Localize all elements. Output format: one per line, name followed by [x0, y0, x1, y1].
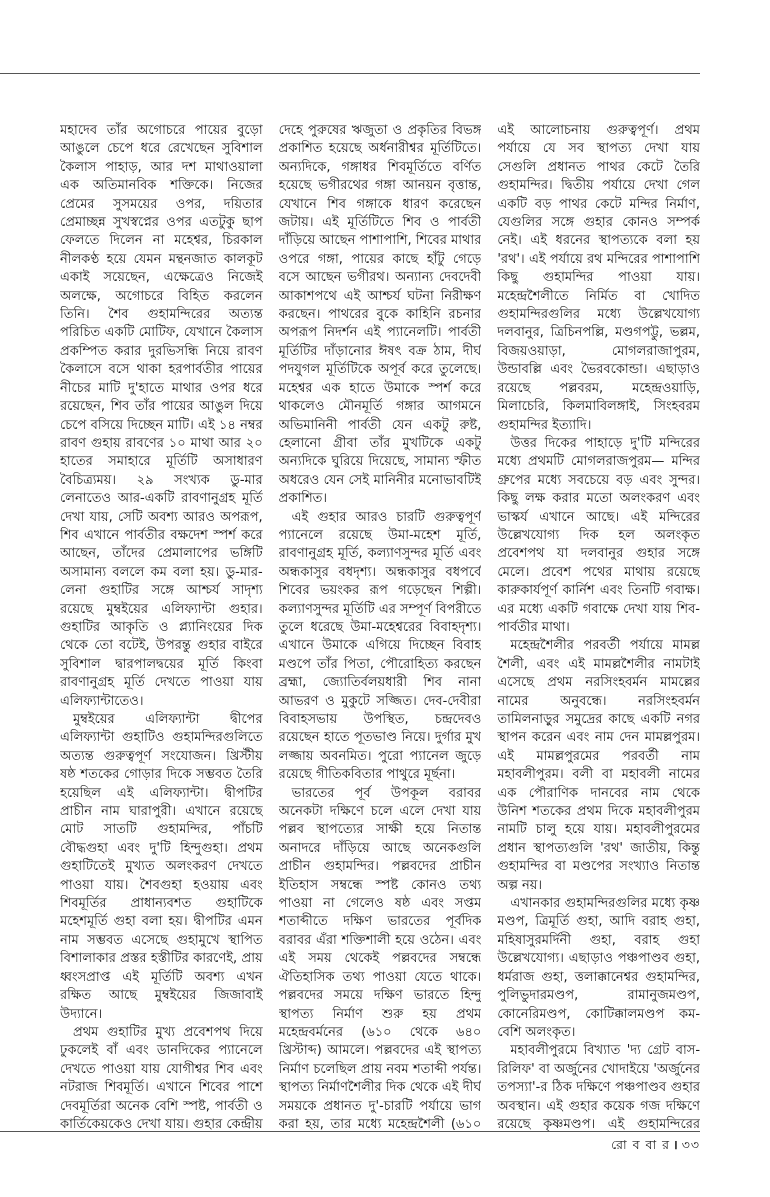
- footer-rule: [0, 1131, 700, 1132]
- folio-separator: ।: [672, 1137, 679, 1152]
- column-1: [60, 122, 263, 1132]
- page-folio: [611, 1136, 700, 1157]
- page-number: ৩৩: [681, 1137, 700, 1152]
- article-body: [60, 122, 700, 1132]
- column-2: [279, 122, 482, 1132]
- paragraph: দেহে পুরুষের ঋজুতা ও প্রকৃতির বিভঙ্গ প্রকাশিত হয়েছে অর্ধনারীশ্বর মূর্তিটিতে। অন্যদিকে, গঙ্গাধর শিবমূর্তিতে বর্ণিত হয়েছে ভগীরথের গঙ্গা আনয়ন বৃত্তান্ত, যেখানে শিব গঙ্গাকে ধারণ করেছেন জটায়। এই মূর্তিটিতে শিব ও পার্বতী দাঁড়িয়ে আছেন পাশাপাশি, শিবের মাথার ওপরে গঙ্গা, পায়ের কাছে হাঁটু গেড়ে বসে আছেন ভগীরথ। অন্যান্য দেবদেবী আকাশপথে এই আশ্চর্য ঘটনা নিরীক্ষণ করছেন। পাথরের বুকে কাহিনি রচনার অপরূপ নিদর্শন এই প্যানেলটি। পার্বতী মূর্তিটির দাঁড়ানোর ঈষৎ বক্র ঠাম, দীর্ঘ পদযুগল মূর্তিটিকে অপূর্ব করে তুলেছে। মহেশ্বর এক হাতে উমাকে স্পর্শ করে থাকলেও মৌনমূর্তি গঙ্গার আগমনে অভিমানিনী পার্বতী যেন একটু রুষ্ট, হেলানো গ্রীবা তাঁর মুখটিকে একটু অন্যদিকে ঘুরিয়ে দিয়েছে, সামান্য স্ফীত অধরেও যেন সেই মানিনীর মনোভাবটিই প্রকাশিত।: [278, 123, 482, 507]
- paragraph: এখানকার গুহামন্দিরগুলির মধ্যে কৃষ্ণ মণ্ডপ, ত্রিমূর্তি গুহা, আদি বরাহ গুহা, মহিষাসুরমর্দিনী গুহা, বরাহ গুহা উল্লেখযোগ্য। এছাড়াও পঞ্চপাণ্ডব গুহা, ধর্মরাজ গুহা, ত্তলাক্কানেশ্বর গুহামন্দির, পুলিভুদারমণ্ডপ, রামানুজমণ্ডপ, কোনেরিমণ্ডপ, কোটিক্কালমণ্ডপ কম-বেশি অলংকৃত।: [497, 896, 701, 1040]
- header-rule: [0, 73, 700, 74]
- paragraph: এই গুহার আরও চারটি গুরুত্বপূর্ণ প্যানেলে রয়েছে উমা-মহেশ মূর্তি, রাবণানুগ্রহ মূর্তি, কল্যাণসুন্দর মূর্তি এবং অন্ধকাসুর বধদৃশ্য। অন্ধকাসুর বধপর্বে শিবের ভয়ংকর রূপ গড়েছেন শিল্পী। কল্যাণসুন্দর মূর্তিটি এর সম্পূর্ণ বিপরীতে তুলে ধরেছে উমা-মহেশ্বরের বিবাহদৃশ্য। এখানে উমাকে এগিয়ে দিচ্ছেন বিবাহ মণ্ডপে তাঁর পিতা, পৌরোহিত্য করছেন ব্রহ্মা, জ্যোতির্বলয়ধারী শিব নানা আভরণ ও মুকুটে সজ্জিত। দেব-দেবীরা বিবাহসভায় উপস্থিত, চন্দ্রদেবও রয়েছেন হাতে পূতভাণ্ড নিয়ে। দুর্গার মুখ লজ্জায় অবনমিত। পুরো প্যানেল জুড়ে রয়েছে গীতিকবিতার পাথুরে মূর্ছনা।: [278, 509, 482, 783]
- paragraph: এই আলোচনায় গুরুত্বপূর্ণ। প্রথম পর্যায়ে যে সব স্থাপত্য দেখা যায় সেগুলি প্রধানত পাথর কেটে তৈরি গুহামন্দির। দ্বিতীয় পর্যায়ে দেখা গেল একটি বড় পাথর কেটে মন্দির নির্মাণ, যেগুলির সঙ্গে গুহার কোনও সম্পর্ক নেই। এই ধরনের স্থাপত্যকে বলা হয় 'রথ'। এই পর্যায়ে রথ মন্দিরের পাশাপাশি কিছু গুহামন্দির পাওয়া যায়। মহেন্দ্রশৈলীতে নির্মিত বা খোদিত গুহামন্দিরগুলির মধ্যে উল্লেখযোগ্য দলবানুর, ত্রিচিনপল্লি, মণ্ডগপট্টু, ভল্লম, বিজয়ওয়াড়া, মোগলরাজাপুরম, উন্ডাবল্লি এবং ভৈরবকোন্ডা। এছাড়াও রয়েছে পল্লবরম, মহেন্দ্রওয়াড়ি, মিলাচেরি, কিলমাবিলঙ্গাই, সিংহবরম গুহামন্দির ইত্যাদি।: [497, 123, 701, 433]
- paragraph: মহাবলীপুরমে বিখ্যাত 'দ্য গ্রেট বাস-রিলিফ' বা অর্জুনের খোদাইয়ে 'অর্জুনের তপস্যা'-র ঠিক দক্ষিণে পঞ্চপাণ্ডব গুহার অবস্থান। এই গুহার কয়েক গজ দক্ষিণে রয়েছে কৃষ্ণমণ্ডপ। এই গুহামন্দিরের: [497, 1043, 701, 1132]
- paragraph: মহেন্দ্রশৈলীর পরবর্তী পর্যায়ে মামল্ল শৈলী, এবং এই মামল্লশৈলীর নামটাই এসেছে প্রথম নরসিংহবর্মন মামল্লের নামের অনুবন্ধে। নরসিংহবর্মন তামিলনাড়ুর সমুদ্রের কাছে একটি নগর স্থাপন করেন এবং নাম দেন মামল্লপুরম। এই মামল্লপুরমের পরবর্তী নাম মহাবলীপুরম। বলী বা মহাবলী নামের এক পৌরাণিক দানবের নাম থেকে উনিশ শতকের প্রথম দিকে মহাবলীপুরম নামটি চালু হয়ে যায়। মহাবলীপুরমের প্রধান স্থাপত্যগুলি 'রথ' জাতীয়, কিন্তু গুহামন্দির বা মণ্ডপের সংখ্যাও নিতান্ত অল্প নয়।: [497, 638, 701, 893]
- column-3: [497, 122, 700, 1132]
- paragraph: প্রথম গুহাটির মুখ্য প্রবেশপথ দিয়ে ঢুকলেই বাঁ এবং ডানদিকের প্যানেলে দেখতে পাওয়া যায় যোগীশ্বর শিব এবং নটরাজ শিবমূর্তি। এখানে শিবের পাশে দেবমূর্তিরা অনেক বেশি স্পষ্ট, পার্বতী ও কার্তিকেয়কেও দেখা যায়। গুহার কেন্দ্রীয়: [60, 1024, 263, 1132]
- paragraph: মুম্বইয়ের এলিফ্যান্টা দ্বীপের এলিফ্যান্টা গুহাটিও গুহামন্দিরগুলিতে অত্যন্ত গুরুত্বপূর্ণ সংযোজন। খ্রিস্টীয় ষষ্ঠ শতকের গোড়ার দিকে সম্ভবত তৈরি হয়েছিল এই এলিফ্যান্টা। দ্বীপটির প্রাচীন নাম ঘারাপুরী। এখানে রয়েছে মোট সাতটি গুহামন্দির, পাঁচটি বৌদ্ধগুহা এবং দু'টি হিন্দুগুহা। প্রথম গুহাটিতেই মুখ্যত অলংকরণ দেখতে পাওয়া যায়। শৈবগুহা হওয়ায় এবং শিবমূর্তির প্রাধান্যবশত গুহাটিকে মহেশমূর্তি গুহা বলা হয়। দ্বীপটির এমন নাম সম্ভবত এসেছে গুহামুখে স্থাপিত বিশালাকার প্রস্তর হস্তীটির কারণেই, প্রায় ধ্বংসপ্রাপ্ত এই মূর্তিটি অবশ্য এখন রক্ষিত আছে মুম্বইয়ের জিজাবাই উদ্যানে।: [60, 712, 263, 1022]
- paragraph: ভারতের পূর্ব উপকূল বরাবর অনেকটা দক্ষিণে চলে এলে দেখা যায় পল্লব স্থাপত্যের সাক্ষী হয়ে নিতান্ত অনাদরে দাঁড়িয়ে আছে অনেকগুলি প্রাচীন গুহামন্দির। পল্লবদের প্রাচীন ইতিহাস সম্বন্ধে স্পষ্ট কোনও তথ্য পাওয়া না গেলেও ষষ্ঠ এবং সপ্তম শতাব্দীতে দক্ষিণ ভারতের পূর্বদিক বরাবর এঁরা শক্তিশালী হয়ে ওঠেন। এবং এই সময় থেকেই পল্লবদের সম্বন্ধে ঐতিহাসিক তথ্য পাওয়া যেতে থাকে। পল্লবদের সময়ে দক্ষিণ ভারতে হিন্দু স্থাপত্য নির্মাণ শুরু হয় প্রথম মহেন্দ্রবর্মনের (৬১০ থেকে ৬৪০ খ্রিস্টাব্দ) আমলে। পল্লবদের এই স্থাপত্য নির্মাণ চলেছিল প্রায় নবম শতাব্দী পর্যন্ত। স্থাপত্য নির্মাণশৈলীর দিক থেকে এই দীর্ঘ সময়কে প্রধানত দু'-চারটি পর্যায়ে ভাগ করা হয়, তার মধ্যে মহেন্দ্রশৈলী (৬১০: [278, 785, 482, 1132]
- paragraph: উত্তর দিকের পাহাড়ে দু'টি মন্দিরের মধ্যে প্রথমটি মোগলরাজপুরম— মন্দির গ্রুপের মধ্যে সবচেয়ে বড় এবং সুন্দর। কিছু লক্ষ করার মতো অলংকরণ এবং ভাস্কর্য এখানে আছে। এই মন্দিরের উল্লেখযোগ্য দিক হল অলংকৃত প্রবেশপথ যা দলবানুর গুহার সঙ্গে মেলে। প্রবেশ পথের মাথায় রয়েছে কারুকার্যপূর্ণ কার্নিশ এবং তিনটি গবাক্ষ। এর মধ্যে একটি গবাক্ষে দেখা যায় শিব-পার্বতীর মাথা।: [497, 435, 701, 635]
- publication-name: রো ব বা র: [611, 1137, 670, 1152]
- paragraph: মহাদেব তাঁর অগোচরে পায়ের বুড়ো আঙুলে চেপে ধরে রেখেছেন সুবিশাল কৈলাস পাহাড়, আর দশ মাথাওয়ালা এক অতিমানবিক শক্তিকে। নিজের প্রেমের সুসময়ের ওপর, দয়িতার প্রেমাচ্ছন্ন সুখস্বপ্নের ওপর এতটুকু ছাপ ফেলতে দিলেন না মহেশ্বর, চিরকাল নীলকণ্ঠ হয়ে যেমন মন্থনজাত কালকূট একাই সয়েছেন, এক্ষেত্রেও নিজেই অলক্ষে, অগোচরে বিহিত করলেন তিনি। শৈব গুহামন্দিরের অত্যন্ত পরিচিত একটি মোটিফ, যেখানে কৈলাস প্রকম্পিত করার দুরভিসন্ধি নিয়ে রাবণ কৈলাসে বসে থাকা হরপার্বতীর পায়ের নীচের মাটি দু'হাতে মাথার ওপর ধরে রয়েছেন, শিব তাঁর পায়ের আঙুল দিয়ে চেপে বসিয়ে দিচ্ছেন মাটি। এই ১৪ নম্বর রাবণ গুহায় রাবণের ১০ মাথা আর ২০ হাতের সমাহারে মূর্তিটি অসাধারণ বৈচিত্র্যময়। ২৯ সংখ্যক ডু-মার লেনাতেও আর-একটি রাবণানুগ্রহ মূর্তি দেখা যায়, সেটি অবশ্য আরও অপরূপ, শিব এখানে পার্বতীর বক্ষদেশ স্পর্শ করে আছেন, তাঁদের প্রেমালাপের ভঙ্গিটি অসামান্য বললে কম বলা হয়। ডু-মার-লেনা গুহাটির সঙ্গে আশ্চর্য সাদৃশ্য রয়েছে মুম্বইয়ের এলিফ্যান্টা গুহার। গুহাটির আকৃতি ও প্ল্যানিংয়ের দিক থেকে তো বটেই, উপরন্তু গুহার বাইরে সুবিশাল দ্বারপালদ্বয়ের মূর্তি কিংবা রাবণানুগ্রহ মূর্তি দেখতে পাওয়া যায় এলিফ্যান্টাতেও।: [60, 123, 263, 709]
